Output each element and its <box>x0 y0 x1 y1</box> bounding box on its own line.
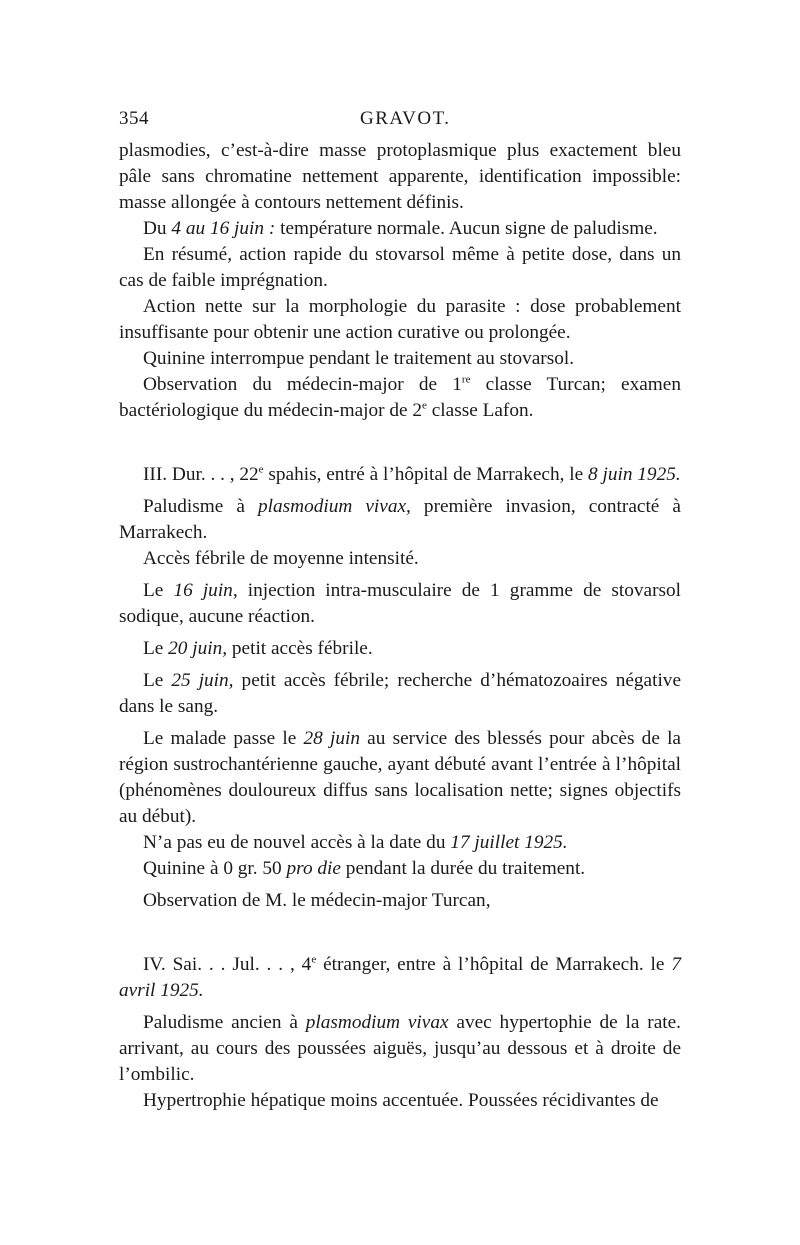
continued-case-block <box>119 138 681 424</box>
paragraph: N’a pas eu de nouvel accès à la date du 17 juillet 1925. <box>143 832 568 853</box>
paragraph: Le 25 juin, petit accès fébrile; recherche d’hématozoaires négative dans le sang. <box>119 670 682 717</box>
date: 8 juin 1925. <box>588 464 681 485</box>
date: 7 avril 1925. <box>119 954 681 1001</box>
paragraph: Quinine à 0 gr. 50 pro die pendant la durée du traitement. <box>143 858 586 879</box>
case-4-section <box>119 952 681 1114</box>
paragraph: plasmodies, c’est-à-dire masse protoplasmique plus exactement bleu pâle sans chromatine nettement apparente, identification impossible: masse allongée à contours nettement définis. <box>119 140 681 213</box>
case-heading: III. Dur. . . , 22e spahis, entré à l’hôpital de Marrakech, le 8 juin 1925. <box>143 463 681 485</box>
case-3-section <box>119 462 681 914</box>
paragraph: Paludisme à plasmodium vivax, première invasion, contracté à Marrakech. <box>119 496 681 543</box>
paragraph: Le 20 juin, petit accès fébrile. <box>143 638 373 659</box>
paragraph: Le 16 juin, injection intra-musculaire de 1 gramme de stovarsol sodique, aucune réaction. <box>119 580 681 627</box>
page-number: 354 <box>119 108 149 129</box>
book-page <box>119 108 681 1114</box>
paragraph: Accès fébrile de moyenne intensité. <box>143 548 419 569</box>
case-heading: IV. Sai. . . Jul. . . , 4e étranger, entre à l’hôpital de Marrakech. le 7 avril 1925. <box>119 953 681 1001</box>
running-title: GRAVOT. <box>360 108 451 129</box>
paragraph: Le malade passe le 28 juin au service des blessés pour abcès de la région sustrochantérienne gauche, ayant débuté avant l’entrée à l’hôpital (phénomènes douloureux diffus sans localisation nette; signes objectifs au début). <box>119 728 681 827</box>
date: 17 juillet 1925. <box>450 832 568 853</box>
paragraph: Du 4 au 16 juin : température normale. Aucun signe de paludisme. <box>143 218 658 239</box>
paragraph: Action nette sur la morphologie du parasite : dose probablement insuffisante pour obtenir une action curative ou prolongée. <box>119 296 681 343</box>
paragraph: Quinine interrompue pendant le traitement au stovarsol. <box>143 348 575 369</box>
paragraph: Paludisme ancien à plasmodium vivax avec hypertophie de la rate. arrivant, au cours des poussées aiguës, jusqu’au dessous et à droite de l’ombilic. <box>119 1012 682 1085</box>
paragraph: Observation de M. le médecin-major Turcan, <box>143 890 491 911</box>
running-header <box>119 108 681 130</box>
date: 25 juin, <box>171 670 234 691</box>
paragraph: En résumé, action rapide du stovarsol même à petite dose, dans un cas de faible imprégnation. <box>119 244 681 291</box>
paragraph: Hypertrophie hépatique moins accentuée. Poussées récidivantes de <box>143 1090 659 1111</box>
date: 4 au 16 juin : <box>171 218 276 239</box>
paragraph: Observation du médecin-major de 1re classe Turcan; examen bactériologique du médecin-major de 2e classe Lafon. <box>119 373 681 421</box>
date: 20 juin, <box>168 638 228 659</box>
date: 16 juin, <box>173 580 238 601</box>
date: 28 juin <box>303 728 360 749</box>
